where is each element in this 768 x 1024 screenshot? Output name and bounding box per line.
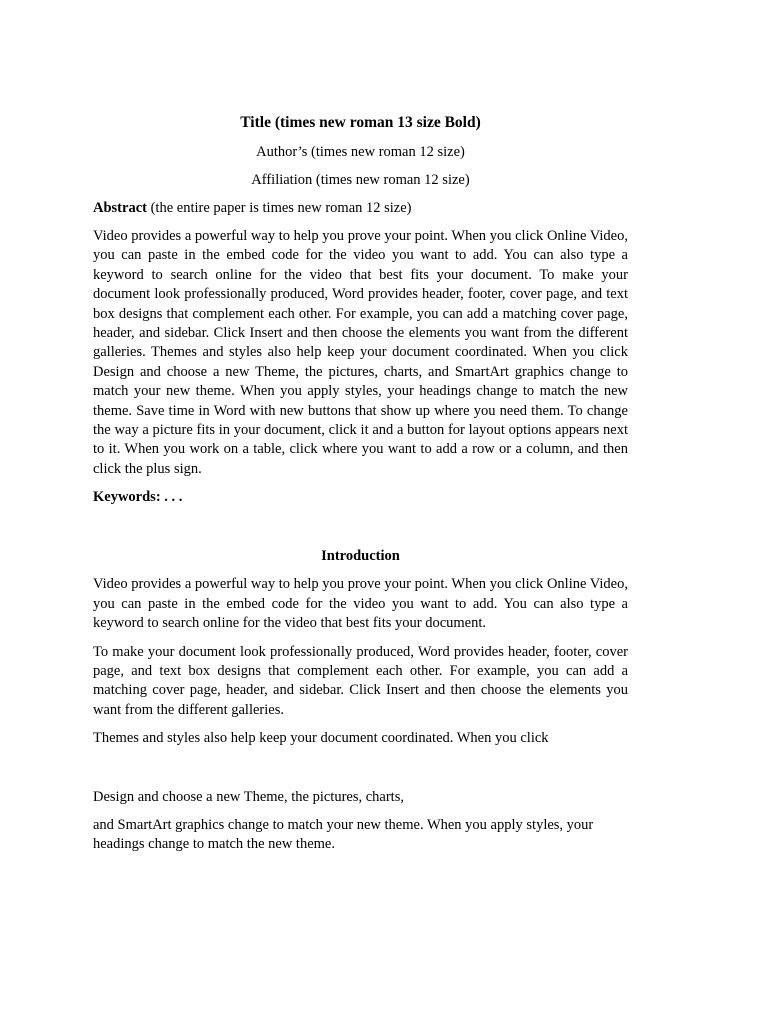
affiliation-line: Affiliation (times new roman 12 size) <box>251 172 470 188</box>
abstract-body: Video provides a powerful way to help you prove your point. When you click Online Video, you can paste in the embed code for the video you want to add. You can also type a keyword to search online for the video that best fits your document. To make your document look professionally produced, Word provides header, footer, cover page, and text box designs that complement each other. For example, you can add a matching cover page, header, and sidebar. Click Insert and then choose the elements you want from the different galleries. Themes and styles also help keep your document coordinated. When you click Design and choose a new Theme, the pictures, charts, and SmartArt graphics change to match your new theme. When you apply styles, your headings change to match the new theme. Save time in Word with new buttons that show up where you need them. To change the way a picture fits in your document, click it and a button for layout options appears next to it. When you work on a table, click where you want to add a row or a column, and then click the plus sign. <box>93 228 628 477</box>
intro-paragraph-2: To make your document look professionally produced, Word provides header, footer, cover page, and text box designs that complement each other. For example, you can add a matching cover page, header, and sidebar. Click Insert and then choose the elements you want from the different galleries. <box>93 643 628 718</box>
abstract-heading <box>93 199 628 218</box>
blank-space <box>93 758 628 788</box>
author-line: Author’s (times new roman 12 size) <box>256 144 465 160</box>
intro-paragraph-1: Video provides a powerful way to help you prove your point. When you click Online Video, you can paste in the embed code for the video you want to add. You can also type a keyword to search online for the video that best fits your document. <box>93 576 628 632</box>
intro-paragraph-3: Themes and styles also help keep your document coordinated. When you click <box>93 730 549 747</box>
abstract-label: Abstract <box>93 200 147 216</box>
intro-paragraph-5: and SmartArt graphics change to match your new theme. When you apply styles, your headings change to match the new theme. <box>93 816 594 853</box>
intro-paragraph-4: Design and choose a new Theme, the pictures, charts, <box>93 788 404 805</box>
introduction-heading: Introduction <box>321 548 400 565</box>
document-page <box>93 113 628 864</box>
paper-title: Title (times new roman 13 size Bold) <box>240 114 481 131</box>
keywords-line: Keywords: . . . <box>93 489 183 506</box>
abstract-note: (the entire paper is times new roman 12 size) <box>146 200 412 216</box>
